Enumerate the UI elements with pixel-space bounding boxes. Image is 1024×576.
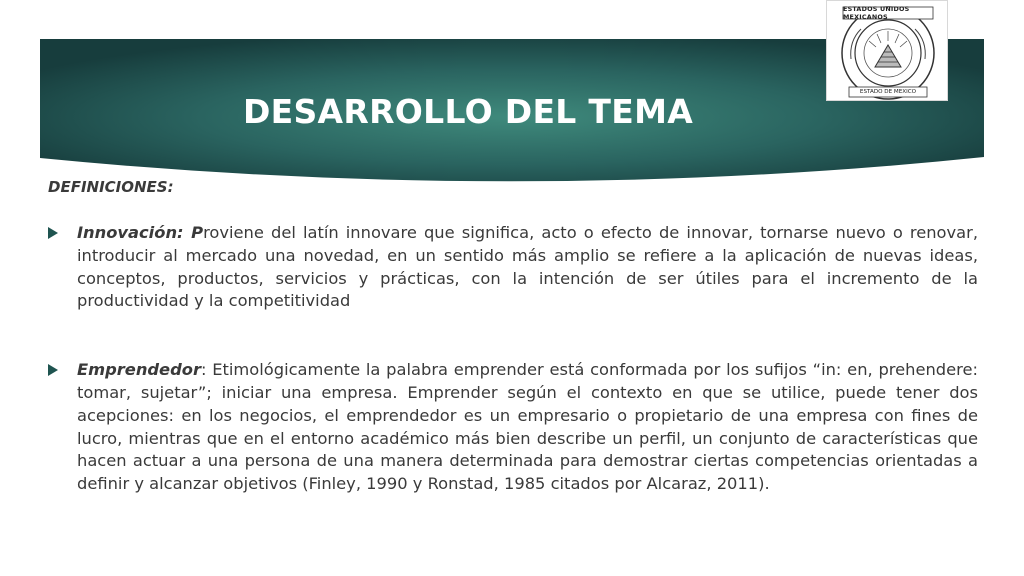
definition-term: Emprendedor [77,360,201,380]
definition-item-innovacion [48,222,978,313]
university-seal [826,0,948,101]
definitions-heading: DEFINICIONES: [48,178,174,196]
definition-item-emprendedor [48,359,978,496]
definition-body: roviene del latín innovare que significa, acto o efecto de innovar, tornarse nuevo o renovar, introducir al mercado una novedad, en un sentido más amplio se refiere a la aplicación de nuevas ideas, conceptos, productos, servicios y prácticas, con la intención de ser útiles para el incremento de la productividad y la competitividad [77,223,978,311]
triangle-bullet-icon [48,227,58,239]
seal-top-text: ESTADOS UNIDOS MEXICANOS [843,5,910,21]
definition-term: Innovación: P [77,223,204,242]
definition-text [77,359,978,496]
seal-bottom-text: ESTADO DE MEXICO [859,89,917,95]
definition-body: : Etimológicamente la palabra emprender está conformada por los sufijos “in: en, prehendere: tomar, sujetar”; iniciar una empresa. Emprender según el contexto en que se utilice, puede tener dos acepciones: en los negocios, el emprendedor es un empresario o propietario de una empresa con fines de lucro, mientras que en el entorno académico más bien describe un perfil, un conjunto de características que hacen actuar a una persona de una manera determinada para demostrar ciertas competencias orientadas a definir y alcanzar objetivos (Finley, 1990 y Ronstad, 1985 citados por Alcaraz, 2011). [77,360,978,494]
slide-content [48,178,978,496]
definition-text [77,222,978,313]
triangle-bullet-icon [48,364,58,376]
slide-title: DESARROLLO DEL TEMA [242,92,694,131]
